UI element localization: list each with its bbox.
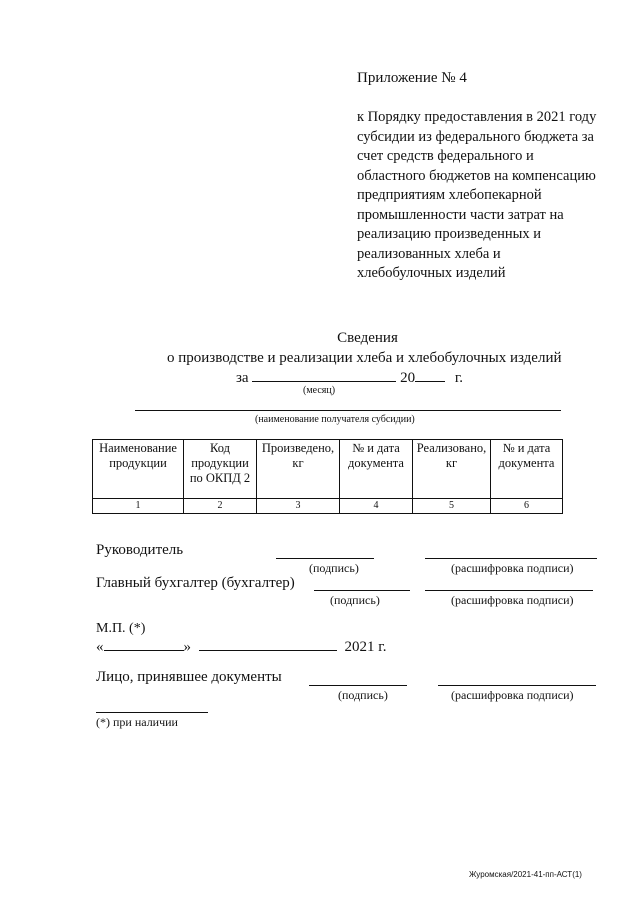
head-decryption-line bbox=[425, 558, 597, 559]
date-open-quote: « bbox=[96, 639, 104, 655]
head-signature-line bbox=[276, 558, 374, 559]
date-close-quote: » bbox=[183, 639, 191, 655]
receiver-decryption-caption: (расшифровка подписи) bbox=[451, 688, 574, 702]
column-number: 1 bbox=[93, 499, 184, 514]
document-id: Журомская/2021-41-пп-АСТ(1) bbox=[469, 870, 582, 879]
accountant-decryption-caption: (расшифровка подписи) bbox=[451, 593, 574, 607]
head-signature-caption: (подпись) bbox=[309, 561, 359, 575]
header-product-code: Код продукции по ОКПД 2 bbox=[184, 440, 257, 499]
accountant-signature-line bbox=[314, 590, 410, 591]
head-decryption-caption: (расшифровка подписи) bbox=[451, 561, 574, 575]
stamp-label: М.П. (*) bbox=[96, 621, 146, 636]
accountant-signature-caption: (подпись) bbox=[330, 593, 380, 607]
month-blank bbox=[252, 368, 396, 382]
receiver-label: Лицо, принявшее документы bbox=[96, 669, 282, 685]
appendix-title: Приложение № 4 bbox=[357, 70, 467, 86]
day-blank bbox=[104, 637, 184, 651]
accountant-decryption-line bbox=[425, 590, 593, 591]
form-subtitle: о производстве и реализации хлеба и хлебобулочных изделий bbox=[167, 350, 562, 366]
date-year: 2021 г. bbox=[344, 639, 387, 655]
table-number-row bbox=[93, 499, 563, 514]
period-year-prefix: 20 bbox=[400, 370, 416, 386]
footnote-separator bbox=[96, 712, 208, 713]
receiver-decryption-line bbox=[438, 685, 596, 686]
column-number: 6 bbox=[491, 499, 563, 514]
receiver-signature-caption: (подпись) bbox=[338, 688, 388, 702]
header-product-name: Наименование продукции bbox=[93, 440, 184, 499]
form-title: Сведения bbox=[337, 330, 398, 346]
period-line bbox=[236, 368, 463, 387]
date-line bbox=[96, 637, 386, 656]
period-prefix: за bbox=[236, 370, 249, 386]
column-number: 3 bbox=[257, 499, 340, 514]
period-suffix: г. bbox=[454, 370, 464, 386]
receiver-signature-line bbox=[309, 685, 407, 686]
recipient-caption: (наименование получателя субсидии) bbox=[255, 414, 415, 425]
column-number: 4 bbox=[340, 499, 413, 514]
chief-accountant-label: Главный бухгалтер (бухгалтер) bbox=[96, 575, 295, 591]
header-document-1: № и дата документа bbox=[340, 440, 413, 499]
table-header-row bbox=[93, 440, 563, 499]
header-sold: Реализовано, кг bbox=[413, 440, 491, 499]
month-date-blank bbox=[199, 637, 337, 651]
column-number: 5 bbox=[413, 499, 491, 514]
column-number: 2 bbox=[184, 499, 257, 514]
year-blank bbox=[415, 368, 445, 382]
head-label: Руководитель bbox=[96, 542, 184, 558]
month-caption: (месяц) bbox=[303, 385, 336, 396]
header-document-2: № и дата документа bbox=[491, 440, 563, 499]
production-table bbox=[92, 439, 563, 514]
footnote: (*) при наличии bbox=[96, 715, 178, 729]
recipient-line bbox=[135, 410, 561, 411]
header-produced: Произведено, кг bbox=[257, 440, 340, 499]
appendix-description: к Порядку предоставления в 2021 году субсидии из федерального бюджета за счет средств федерального и областного бюджетов на компенсацию предприятиям хлебопекарной промышленности части затрат на реализацию произведенных и реализованных хлеба и хлебобулочных изделий bbox=[357, 109, 597, 281]
